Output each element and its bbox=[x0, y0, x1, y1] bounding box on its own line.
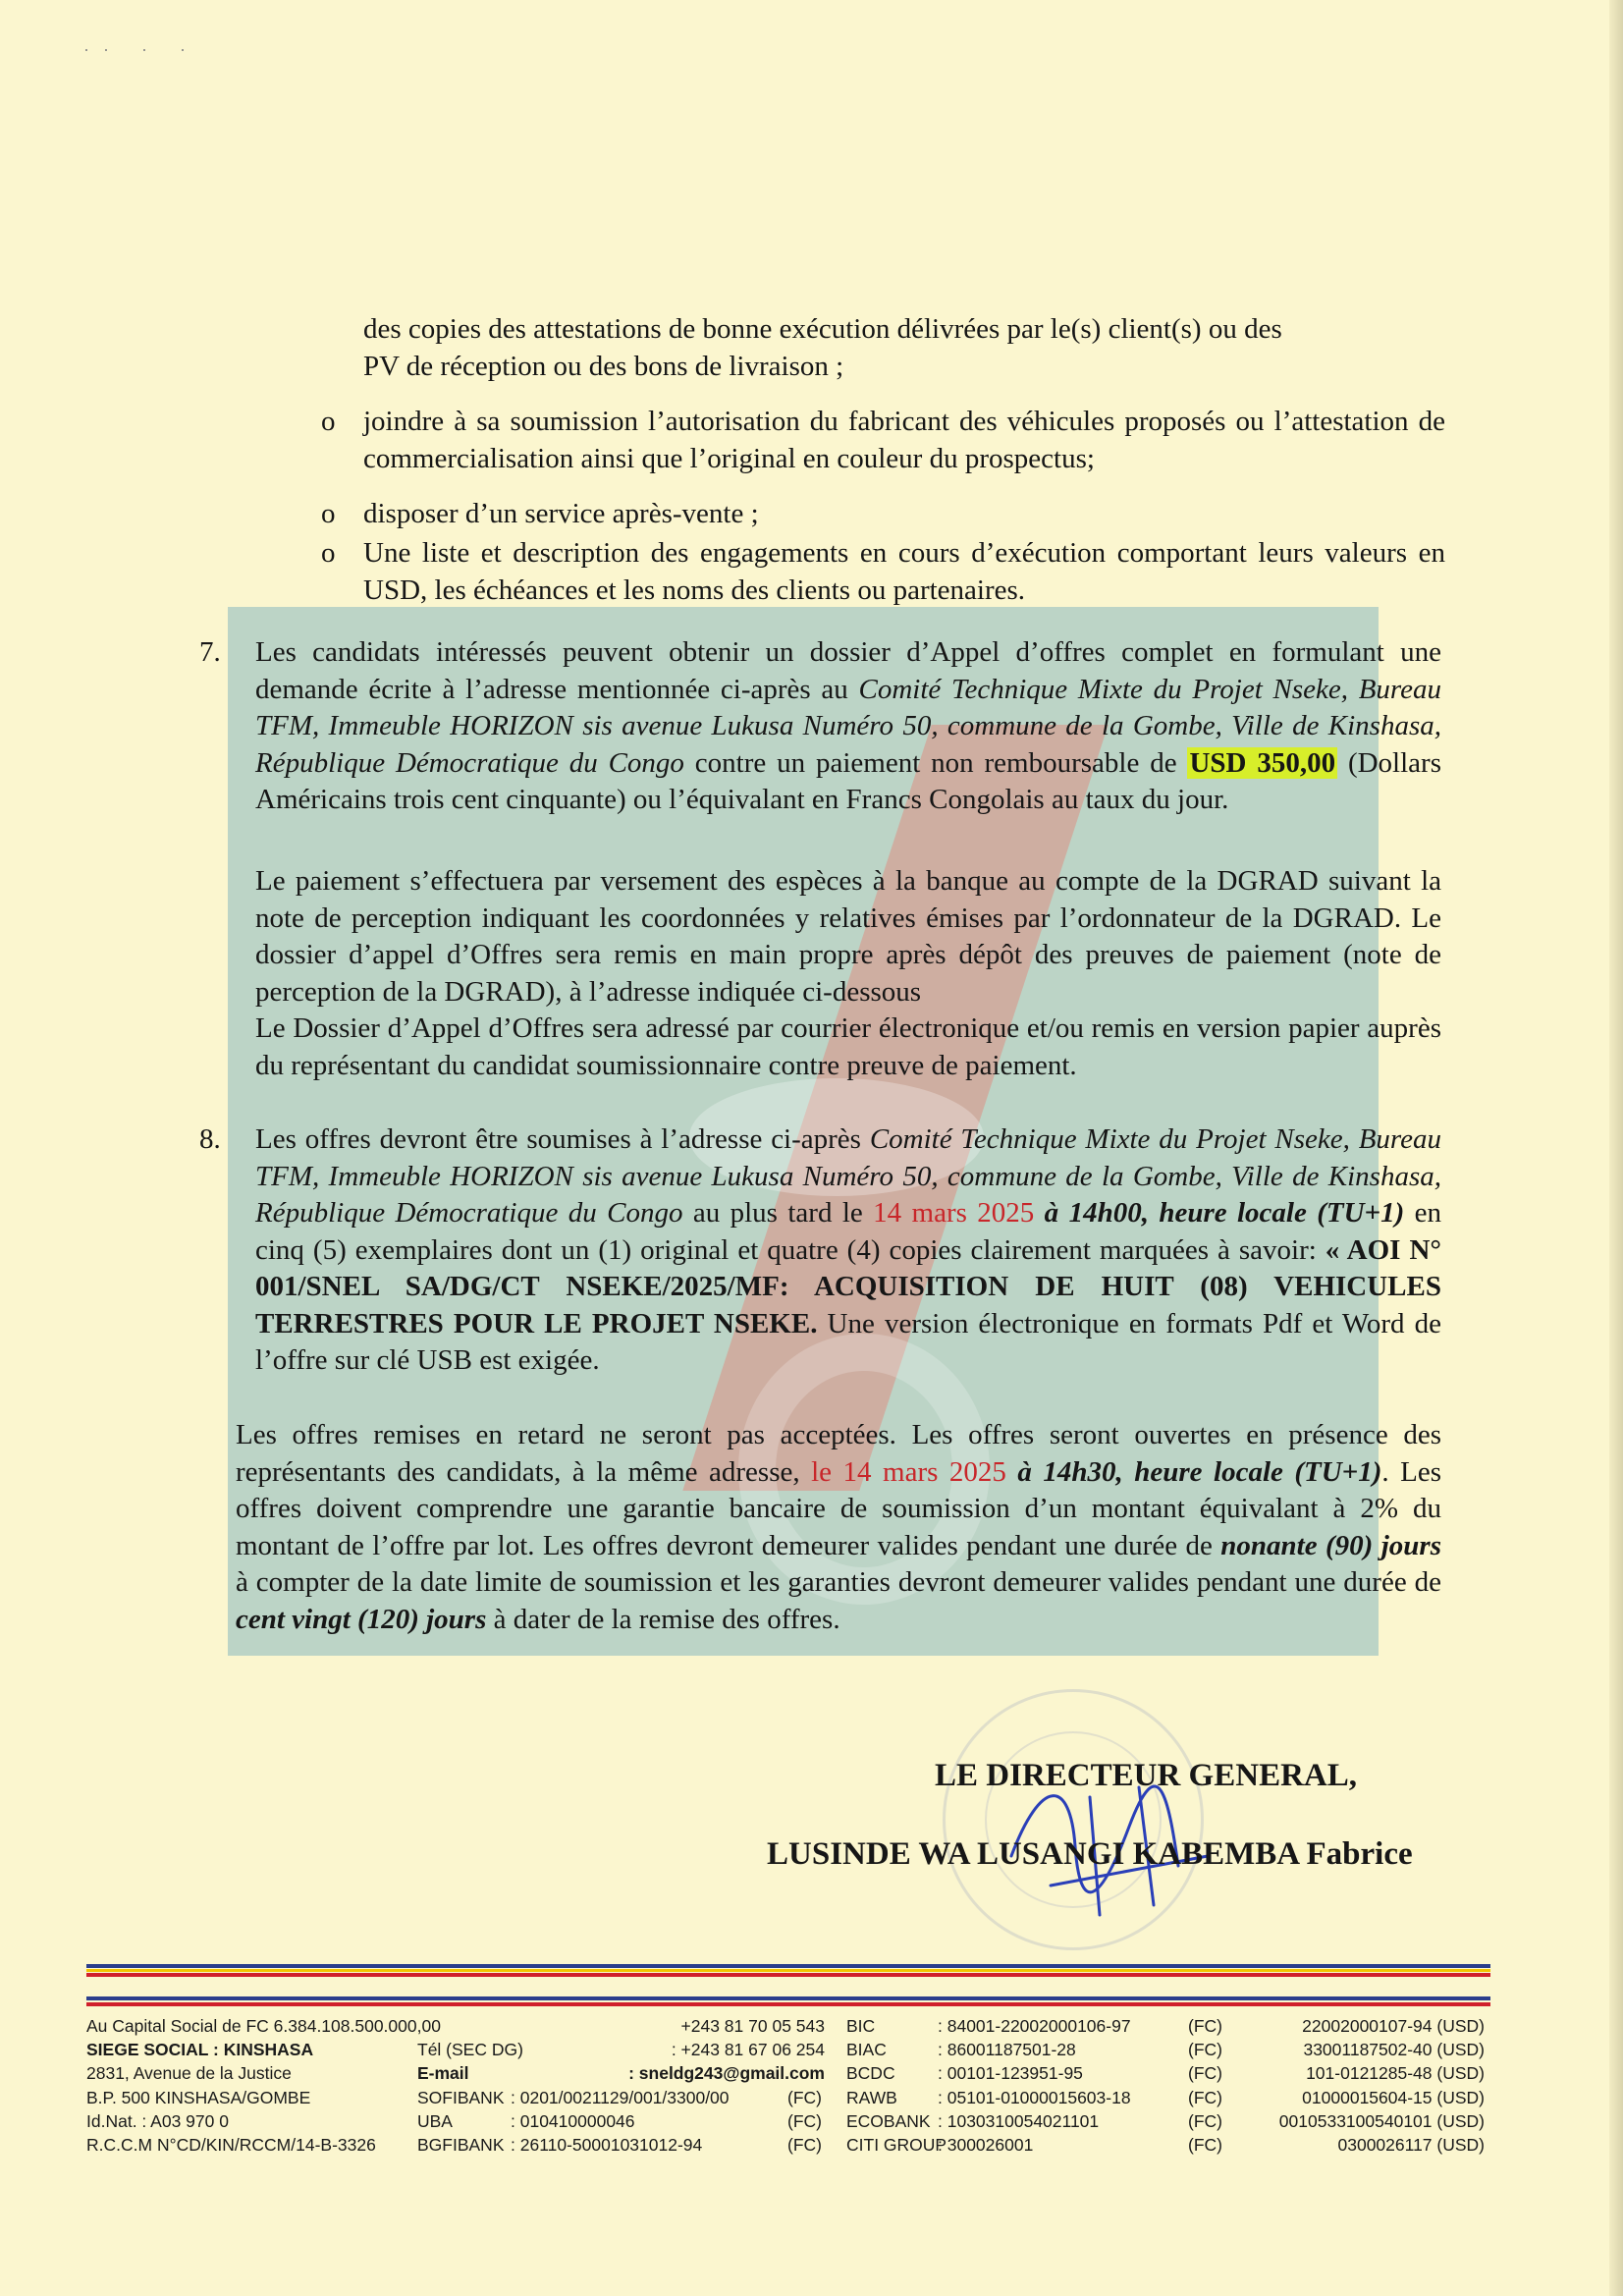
item-7-number: 7. bbox=[199, 636, 221, 668]
footer-bank-currency: (FC) (FC) (FC) (FC) (FC) (FC) bbox=[1188, 2016, 1222, 2155]
item-7-paragraph-2: Le paiement s’effectuera par versement des espèces à la banque au compte de la DGRAD suivant la note de perception indiquant les coordonnées y relatives émises par l’ordonnateur de la DGRAD. Le dossier d’appel d’Offres sera remis en main propre après dépôt des preuves de paiement (note de perception de la DGRAD), à l’adresse indiquée ci-dessous bbox=[255, 865, 1441, 1008]
footer-bank-labels: BIC BIAC BCDC RAWB ECOBANK CITI GROUP bbox=[846, 2016, 947, 2155]
bullet-engagements-list: Une liste et description des engagements en cours d’exécution comportant leurs valeurs en USD, les échéances et les noms des clients ou partenaires. bbox=[363, 537, 1445, 606]
validity-90-days: nonante (90) jours bbox=[1220, 1529, 1441, 1561]
footer-contact-values: +243 81 70 05 543 : +243 81 67 06 254 : sneldg243@gmail.com : 0201/0021129/001/3300/00 : 010410000046 : 26110-50001031012-94 bbox=[511, 2016, 825, 2155]
footer-stripe-red bbox=[86, 1973, 1490, 1977]
item-8-paragraph-2: Les offres remises en retard ne seront pas acceptées. Les offres seront ouvertes en présence des représentants des candidats, à la même adresse, le 14 mars 2025 à 14h30, heure locale (TU+1). Les offres doivent comprendre une garantie bancaire de soumission d’un montant équivalant à 2% du montant de l’offre par lot. Les offres devront demeurer valides pendant une durée de nonante (90) jours à compter de la date limite de soumission et les garanties devront demeurer valides pendant une durée de cent vingt (120) jours à dater de la remise des offres. bbox=[236, 1419, 1441, 1635]
item-8-number: 8. bbox=[199, 1123, 221, 1155]
continuation-line-1: des copies des attestations de bonne exécution délivrées par le(s) client(s) ou des bbox=[363, 313, 1282, 345]
footer-stripe-red-2 bbox=[86, 2002, 1490, 2006]
opening-date: le 14 mars 2025 bbox=[811, 1455, 1006, 1488]
fee-amount-highlight: USD 350,00 bbox=[1189, 746, 1336, 779]
signatory-name: LUSINDE WA LUSANGI KABEMBA Fabrice bbox=[767, 1836, 1413, 1872]
item-8-paragraph-1: Les offres devront être soumises à l’adresse ci-après Comité Technique Mixte du Projet Nseke, Bureau TFM, Immeuble HORIZON sis avenue Lukusa Numéro 50, commune de la Gombe, Ville de Kinshasa, République Démocratique du Congo au plus tard le 14 mars 2025 à 14h00, heure locale (TU+1) en cinq (5) exemplaires dont un (1) original et quatre (4) copies clairement marquées à savoir: « AOI N° 001/SNEL SA/DG/CT NSEKE/2025/MF: ACQUISITION DE HUIT (08) VEHICULES TERRESTRES POUR LE PROJET NSEKE. Une version électronique en formats Pdf et Word de l’offre sur clé USB est exigée. bbox=[255, 1123, 1442, 1376]
page-edge bbox=[1609, 0, 1623, 2296]
footer-stripe-yellow bbox=[86, 1969, 1490, 1972]
bullet-marker: o bbox=[321, 537, 336, 569]
bullet-marker: o bbox=[321, 498, 336, 529]
footer-contact-labels: Tél (SEC DG) E-mail SOFIBANK UBA BGFIBANK bbox=[417, 2040, 523, 2155]
opening-time: à 14h30, heure locale (TU+1) bbox=[1005, 1455, 1382, 1488]
item-7-paragraph-1: Les candidats intéressés peuvent obtenir un dossier d’Appel d’offres complet en formulant une demande écrite à l’adresse mentionnée ci-après au Comité Technique Mixte du Projet Nseke, Bureau TFM, Immeuble HORIZON sis avenue Lukusa Numéro 50, commune de la Gombe, Ville de Kinshasa, République Démocratique du Congo contre un paiement non remboursable de USD 350,00 (Dollars Américains trois cent cinquante) ou l’équivalant en Francs Congolais au taux du jour. bbox=[255, 636, 1442, 815]
bullet-marker: o bbox=[321, 406, 336, 437]
signatory-title: LE DIRECTEUR GENERAL, bbox=[935, 1758, 1357, 1793]
bullet-fabricant-authorization: joindre à sa soumission l’autorisation du fabricant des véhicules proposés ou l’attestation de commercialisation ainsi que l’original en couleur du prospectus; bbox=[363, 406, 1445, 474]
footer-usd-accounts: 22002000107-94 (USD) 33001187502-40 (USD) 101-0121285-48 (USD) 01000015604-15 (USD) 0010533100540101 (USD) 0300026117 (USD) bbox=[1278, 2016, 1485, 2155]
deadline-date: 14 mars 2025 bbox=[873, 1197, 1035, 1229]
validity-120-days: cent vingt (120) jours bbox=[236, 1603, 487, 1635]
item-7-paragraph-3: Le Dossier d’Appel d’Offres sera adressé par courrier électronique et/ou remis en version papier auprès du représentant du candidat soumissionnaire contre preuve de paiement. bbox=[255, 1012, 1441, 1081]
bullet-after-sales: disposer d’un service après-vente ; bbox=[363, 498, 759, 529]
item-7-address: Comité Technique Mixte du Projet Nseke, Bureau TFM, Immeuble HORIZON sis avenue Lukusa Numéro 50, commune de la Gombe, Ville de Kinshasa, République Démocratique du Congo bbox=[255, 673, 1442, 779]
continuation-line-2: PV de réception ou des bons de livraison ; bbox=[363, 351, 844, 382]
deadline-time: à 14h00, heure locale (TU+1) bbox=[1034, 1197, 1405, 1229]
footer-company-info: Au Capital Social de FC 6.384.108.500.000,00 SIEGE SOCIAL : KINSHASA 2831, Avenue de la Justice B.P. 500 KINSHASA/GOMBE Id.Nat. : A03 970 0 R.C.C.M N°CD/KIN/RCCM/14-B-3326 bbox=[86, 2016, 441, 2155]
footer-bank-values: : 84001-22002000106-97 : 86001187501-28 : 00101-123951-95 : 05101-01000015603-18 : 1030310054021101 : 300026001 bbox=[938, 2016, 1131, 2155]
item-8-address: Comité Technique Mixte du Projet Nseke, Bureau TFM, Immeuble HORIZON sis avenue Lukusa Numéro 50, commune de la Gombe, Ville de Kinshasa, République Démocratique du Congo bbox=[255, 1123, 1441, 1229]
footer-stripe-blue bbox=[86, 1964, 1490, 1968]
tender-reference: « AOI N° 001/SNEL SA/DG/CT NSEKE/2025/MF: ACQUISITION DE HUIT (08) VEHICULES TERRESTRES POUR LE PROJET NSEKE. bbox=[255, 1233, 1441, 1339]
footer-contact-currency: (FC) (FC) (FC) bbox=[787, 2087, 822, 2155]
footer-stripe-blue-2 bbox=[86, 1996, 1490, 2000]
scan-marks: ·· · · bbox=[83, 39, 199, 59]
